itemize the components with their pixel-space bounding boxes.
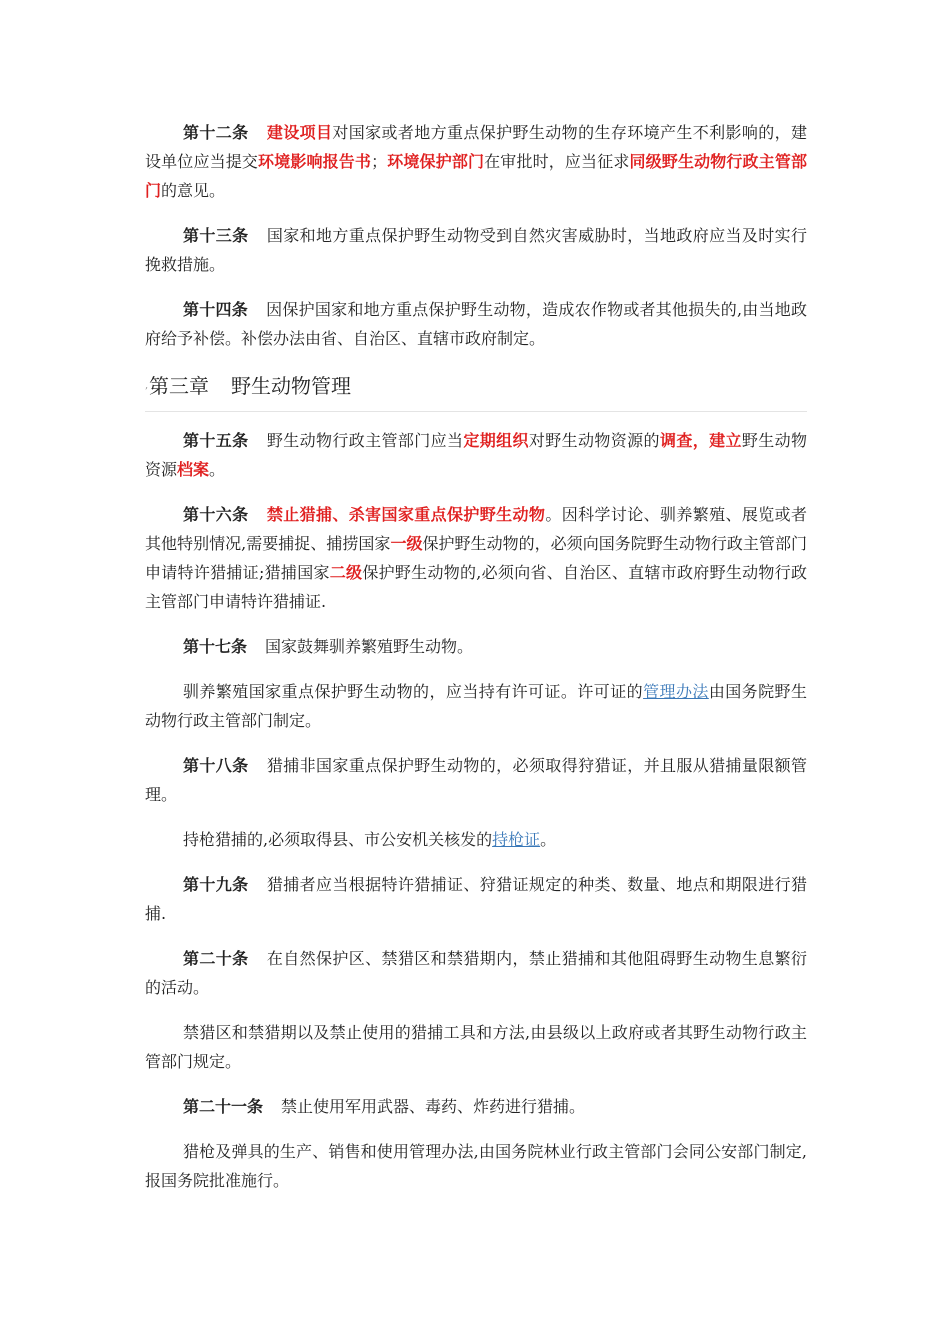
article-21 bbox=[145, 1092, 807, 1121]
body-text: 。因科学讨论、驯养繁殖、展览或者其他特别情况,需要捕捉、捕捞国家 bbox=[145, 505, 807, 553]
highlight-text: 调查 bbox=[659, 431, 693, 450]
article-number: 第十四条 bbox=[183, 300, 248, 319]
body-text: 国家鼓舞驯养繁殖野生动物。 bbox=[265, 637, 474, 656]
highlight-text: 环境保护部门 bbox=[387, 152, 485, 171]
article-20-paragraph-2 bbox=[145, 1018, 807, 1076]
article-18 bbox=[145, 751, 807, 809]
highlight-text: 同级野生动物行政主管部门 bbox=[145, 152, 807, 200]
management-measures-link[interactable]: 管理办法 bbox=[643, 682, 709, 701]
chapter-marker: , bbox=[145, 380, 149, 391]
highlight-text: 档案 bbox=[177, 460, 210, 479]
body-text: 禁猎区和禁猎期以及禁止使用的猎捕工具和方法,由县级以上政府或者其野生动物行政主管部门规定。 bbox=[145, 1023, 807, 1071]
body-text: 在审批时，应当征求 bbox=[484, 152, 630, 171]
body-text: 猎捕非国家重点保护野生动物的，必须取得狩猎证，并且服从猎捕量限额管理。 bbox=[145, 756, 807, 804]
highlight-text: 禁止猎捕、杀害国家重点保护野生动物 bbox=[266, 505, 546, 524]
article-13 bbox=[145, 221, 807, 279]
article-21-paragraph-2 bbox=[145, 1137, 807, 1195]
chapter-number: 第三章 bbox=[149, 374, 209, 398]
highlight-text: ， bbox=[692, 431, 710, 450]
body-text: 禁止使用军用武器、毒药、炸药进行猎捕。 bbox=[281, 1097, 586, 1116]
highlight-text: 定期组织 bbox=[463, 431, 529, 450]
body-text: 猎枪及弹具的生产、销售和使用管理办法,由国务院林业行政主管部门会同公安部门制定,报国务院批准施行。 bbox=[145, 1142, 807, 1190]
gun-license-link[interactable]: 持枪证 bbox=[492, 830, 541, 849]
highlight-text: 建设项目 bbox=[266, 123, 333, 142]
body-text: 保护野生动物的,必须向省、自治区、直辖市政府野生动物行政主管部门申请特许猎捕证. bbox=[145, 563, 807, 611]
article-number: 第十二条 bbox=[183, 123, 249, 142]
body-text: 野生动物资源 bbox=[145, 431, 807, 479]
highlight-text: 二级 bbox=[329, 563, 363, 582]
highlight-text: 一级 bbox=[390, 534, 423, 553]
article-16 bbox=[145, 500, 807, 616]
body-text: 持枪猎捕的,必须取得县、市公安机关核发的 bbox=[183, 830, 493, 849]
body-text: 由国务院野生动物行政主管部门制定。 bbox=[145, 682, 807, 730]
highlight-text: 建立 bbox=[709, 431, 742, 450]
article-18-paragraph-2 bbox=[145, 825, 807, 854]
article-17 bbox=[145, 632, 807, 661]
chapter-heading bbox=[145, 371, 807, 412]
document-body bbox=[145, 118, 807, 1211]
body-text: 野生动物行政主管部门应当 bbox=[266, 431, 464, 450]
article-number: 第十六条 bbox=[183, 505, 249, 524]
body-text: 。 bbox=[540, 830, 557, 849]
article-number: 第十八条 bbox=[183, 756, 249, 775]
body-text: 猎捕者应当根据特许猎捕证、狩猎证规定的种类、数量、地点和期限进行猎捕. bbox=[145, 875, 807, 923]
article-15 bbox=[145, 426, 807, 484]
article-17-paragraph-2 bbox=[145, 677, 807, 735]
article-12 bbox=[145, 118, 807, 205]
article-number: 第十五条 bbox=[183, 431, 249, 450]
body-text: 的意见。 bbox=[161, 181, 226, 200]
body-text: 在自然保护区、禁猎区和禁猎期内，禁止猎捕和其他阻碍野生动物生息繁衍的活动。 bbox=[145, 949, 807, 997]
article-14 bbox=[145, 295, 807, 353]
body-text: 对国家或者地方重点保护野生动物的生存环境产生不利影响的，建设单位应当提交 bbox=[145, 123, 807, 171]
article-number: 第十七条 bbox=[183, 637, 248, 656]
body-text: 保护野生动物的，必须向国务院野生动物行政主管部门申请特许猎捕证;猎捕国家 bbox=[145, 534, 807, 582]
highlight-text: 环境影响报告书 bbox=[258, 152, 372, 171]
article-20 bbox=[145, 944, 807, 1002]
body-text: ； bbox=[371, 152, 388, 171]
article-number: 第十三条 bbox=[183, 226, 249, 245]
body-text: 。 bbox=[209, 460, 226, 479]
article-19 bbox=[145, 870, 807, 928]
body-text: 因保护国家和地方重点保护野生动物，造成农作物或者其他损失的,由当地政府给予补偿。补偿办法由省、自治区、直辖市政府制定。 bbox=[145, 300, 807, 348]
body-text: 对野生动物资源的 bbox=[528, 431, 660, 450]
chapter-title: 野生动物管理 bbox=[231, 374, 351, 398]
article-number: 第二十一条 bbox=[183, 1097, 264, 1116]
article-number: 第二十条 bbox=[183, 949, 249, 968]
body-text: 国家和地方重点保护野生动物受到自然灾害威胁时，当地政府应当及时实行挽救措施。 bbox=[145, 226, 807, 274]
body-text: 驯养繁殖国家重点保护野生动物的，应当持有许可证。许可证的 bbox=[183, 682, 644, 701]
article-number: 第十九条 bbox=[183, 875, 249, 894]
